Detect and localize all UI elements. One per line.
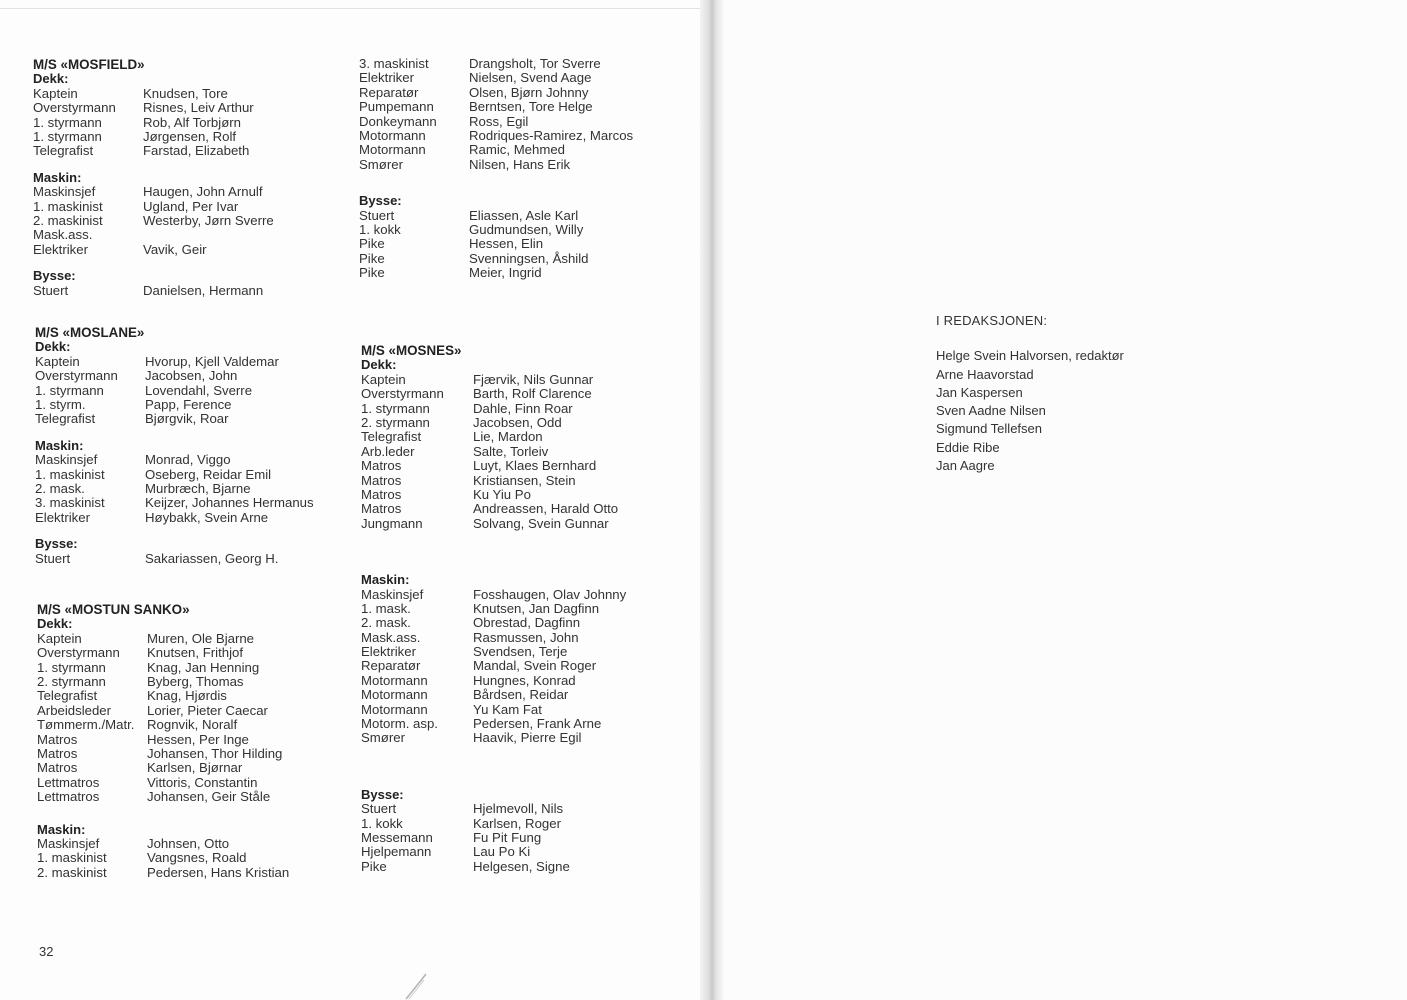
ship-title: M/S «MOSLANE» [35,325,145,340]
crew-row [359,115,633,129]
crew-row [35,355,314,369]
editorial-member: Eddie Ribe [936,439,1000,455]
crew-row [361,517,626,531]
crew-row [37,761,289,775]
crew-row [37,747,289,761]
ship-mosfield [33,58,274,298]
crew-role: 1. styrmann [35,382,104,398]
crew-row [37,790,289,804]
crew-row [361,645,626,659]
crew-name: Vittoris, Constantin [147,774,258,790]
crew-role: Maskinsjef [37,835,100,851]
crew-role: Overstyrmann [361,386,444,402]
crew-role: Elektriker [359,70,414,86]
crew-name: Berntsen, Tore Helge [469,99,593,115]
crew-name: Muren, Ole Bjarne [147,630,255,646]
crew-row [37,632,289,646]
crew-row [37,837,289,851]
ship-title: M/S «MOSNES» [361,343,462,358]
crew-name: Farstad, Elizabeth [143,143,250,159]
crew-role: Lettmatros [37,774,100,790]
crew-role: Donkeymann [359,113,437,129]
crew-name: Barth, Rolf Clarence [473,386,592,402]
crew-row [35,511,314,525]
editorial-member: Jan Aagre [936,458,995,474]
crew-role: Overstyrmann [35,368,118,384]
crew-name: Hungnes, Konrad [473,672,576,688]
crew-role: 1. maskinist [33,198,103,214]
crew-name: Drangsholt, Tor Sverre [469,56,601,71]
editorial-staff-title: I REDAKSJONEN: [936,313,1048,328]
crew-row [37,718,289,732]
crew-role: Motorm. asp. [361,716,438,732]
crew-name: Ugland, Per Ivar [143,198,239,214]
section-label: Maskin: [361,572,410,588]
crew-row [359,71,633,85]
crew-row [33,87,274,101]
section-label: Maskin: [37,821,86,837]
crew-name: Rob, Alf Torbjørn [143,114,241,130]
crew-row [35,482,314,496]
crew-name: Lorier, Pieter Caecar [147,702,268,718]
crew-row [33,214,274,228]
crew-role: 1. styrmann [361,400,430,416]
crew-name: Bårdsen, Reidar [473,687,569,703]
crew-role: 2. maskinist [33,212,103,228]
crew-role: Reparatør [359,84,419,100]
crew-row [359,143,633,157]
crew-row [361,845,626,859]
crew-role: Telegrafist [35,411,96,427]
section-label: Bysse: [361,786,404,802]
crew-row [361,373,626,387]
crew-name: Nilsen, Hans Erik [469,156,571,172]
section-label: Dekk: [35,339,71,355]
crew-name: Dahle, Finn Roar [473,400,573,416]
crew-role: Matros [361,458,402,474]
crew-name: Johansen, Thor Hilding [147,745,283,761]
crew-role: 2. mask. [361,615,411,631]
crew-row [359,209,633,223]
crew-row [37,851,289,865]
crew-row [361,802,626,816]
crew-row [35,369,314,383]
crew-name: Rognvik, Noralf [147,717,238,733]
crew-row [35,468,314,482]
crew-name: Rodriques-Ramirez, Marcos [469,127,634,143]
crew-name: Risnes, Leiv Arthur [143,100,254,116]
crew-role: Maskinsjef [33,184,96,200]
crew-role: Motormann [359,127,426,143]
crew-role: Mask.ass. [33,227,93,243]
crew-name: Eliassen, Asle Karl [469,207,579,223]
crew-role: 1. styrm. [35,396,86,412]
crew-row [35,496,314,510]
crew-name: Knag, Jan Henning [147,659,260,675]
crew-role: Overstyrmann [37,645,120,661]
crew-role: 1. styrmann [33,114,102,130]
crew-name: Vangsnes, Roald [147,850,247,866]
crew-row [361,502,626,516]
crew-role: Pike [359,265,385,281]
crew-row [35,552,314,566]
crew-role: Kaptein [37,630,82,646]
ship-title: M/S «MOSFIELD» [33,57,145,72]
crew-name: Jørgensen, Rolf [143,128,237,144]
crew-row [33,200,274,214]
editorial-member: Helge Svein Halvorsen, redaktør [936,348,1124,364]
crew-row [361,659,626,673]
crew-name: Fu Pit Fung [473,830,542,845]
crew-name: Oseberg, Reidar Emil [145,466,272,482]
crew-role: 1. styrmann [37,659,106,675]
crew-name: Pedersen, Hans Kristian [147,864,290,880]
crew-role: Stuert [35,550,71,566]
crew-role: Matros [361,486,402,502]
crew-name: Knutsen, Frithjof [147,645,244,661]
crew-name: Hessen, Elin [469,236,544,252]
crew-row [33,116,274,130]
crew-row [361,387,626,401]
crew-name: Hessen, Per Inge [147,731,249,747]
crew-name: Knutsen, Jan Dagfinn [473,600,600,616]
ship-moslane [35,326,314,566]
crew-name: Haugen, John Arnulf [143,184,263,200]
crew-row [33,228,274,242]
crew-role: Telegrafist [33,143,94,159]
crew-role: Pike [359,250,385,266]
editorial-member: Arne Haavorstad [936,366,1034,382]
crew-name: Karlsen, Bjørnar [147,760,243,776]
crew-role: 2. styrmann [361,414,430,430]
crew-row [361,616,626,630]
book-gutter [700,0,724,1000]
crew-row [35,453,314,467]
crew-role: 1. kokk [361,815,403,831]
section-label: Dekk: [33,71,69,87]
crew-name: Helgesen, Signe [473,858,570,874]
section-label: Dekk: [361,357,397,373]
crew-name: Knudsen, Tore [143,85,228,101]
crew-row [359,266,633,280]
crew-role: Pike [361,858,387,874]
crew-name: Yu Kam Fat [473,701,542,717]
crew-name: Knag, Hjørdis [147,688,227,704]
crew-name: Obrestad, Dagfinn [473,615,581,631]
crew-name: Svendsen, Terje [473,644,568,660]
crew-role: Matros [361,472,402,488]
crew-role: Pike [359,236,385,252]
crew-role: 1. styrmann [33,128,102,144]
crew-role: Kaptein [361,371,406,387]
crew-row [361,817,626,831]
crew-name: Nielsen, Svend Aage [469,70,592,86]
crew-row [33,101,274,115]
crew-role: Elektriker [361,644,416,660]
crew-name: Karlsen, Roger [473,815,561,831]
crew-role: 1. maskinist [37,850,107,866]
crew-row [37,675,289,689]
crew-row [35,412,314,426]
crew-name: Murbræch, Bjarne [145,480,251,496]
crew-role: Motormann [361,672,428,688]
crew-name: Jacobsen, John [145,368,238,384]
crew-role: Telegrafist [361,429,422,445]
crew-role: Messemann [361,830,433,845]
crew-row [361,717,626,731]
crew-name: Haavik, Pierre Egil [473,730,582,746]
crew-name: Lau Po Ki [473,844,531,860]
crew-role: Smører [361,730,405,746]
crew-row [361,831,626,845]
crew-name: Salte, Torleiv [473,443,549,459]
crew-name: Solvang, Svein Gunnar [473,515,609,531]
crew-row [359,86,633,100]
crew-name: Olsen, Bjørn Johnny [469,84,589,100]
crew-name: Bjørgvik, Roar [145,411,229,427]
crew-name: Lovendahl, Sverre [145,382,253,398]
crew-row [361,488,626,502]
crew-name: Danielsen, Hermann [143,282,264,298]
section-label: Maskin: [35,437,84,453]
crew-name: Høybakk, Svein Arne [145,509,269,525]
crew-role: Stuert [33,282,69,298]
crew-row [359,129,633,143]
crew-row [361,459,626,473]
crew-row [359,57,633,71]
crew-role: Hjelpemann [361,844,432,860]
editorial-member: Sven Aadne Nilsen [936,403,1046,419]
crew-role: Stuert [361,801,397,817]
crew-row [33,130,274,144]
crew-row [37,689,289,703]
crew-name: Ramic, Mehmed [469,142,566,158]
crew-row [37,733,289,747]
page-number: 32 [39,944,54,959]
crew-name: Westerby, Jørn Sverre [143,212,274,228]
crew-name: Keijzer, Johannes Hermanus [145,495,314,511]
crew-name: Ross, Egil [469,113,529,129]
crew-role: Pumpemann [359,99,434,115]
crew-role: Matros [361,501,402,517]
crew-row [359,237,633,251]
crew-row [37,866,289,880]
crew-row [37,661,289,675]
editorial-member: Sigmund Tellefsen [936,421,1042,437]
section-label: Bysse: [35,536,78,552]
crew-row [361,860,626,874]
crew-name: Hvorup, Kjell Valdemar [145,353,279,369]
crew-role: 2. maskinist [37,864,107,880]
section-label: Dekk: [37,616,73,632]
page-edge-line [0,8,700,9]
crew-name: Vavik, Geir [143,241,207,257]
crew-row [359,252,633,266]
crew-role: Smører [359,156,403,172]
crew-role: Matros [37,731,78,747]
crew-row [359,100,633,114]
crew-role: 3. maskinist [35,495,105,511]
crew-role: Motormann [361,701,428,717]
section-label: Bysse: [33,268,76,284]
crew-name: Papp, Ference [145,396,232,412]
pen-stroke-mark [404,972,434,1000]
crew-name: Johnsen, Otto [147,835,230,851]
ship-title: M/S «MOSTUN SANKO» [37,602,190,617]
crew-role: Elektriker [33,241,88,257]
crew-row [37,776,289,790]
crew-role: Maskinsjef [35,452,98,468]
crew-role: Overstyrmann [33,100,116,116]
crew-name: Pedersen, Frank Arne [473,716,602,732]
crew-name: Kristiansen, Stein [473,472,576,488]
crew-row [33,243,274,257]
crew-name: Andreassen, Harald Otto [473,501,619,517]
crew-role: Tømmerm./Matr. [37,717,135,733]
crew-row [361,588,626,602]
crew-role: Arb.leder [361,443,415,459]
section-label: Maskin: [33,169,82,185]
crew-role: 1. kokk [359,221,401,237]
crew-name: Rasmussen, John [473,629,579,645]
crew-row [37,704,289,718]
crew-name: Luyt, Klaes Bernhard [473,458,597,474]
crew-name: Ku Yiu Po [473,486,531,502]
crew-name: Sakariassen, Georg H. [145,550,279,566]
crew-name: Fosshaugen, Olav Johnny [473,586,627,602]
crew-name: Byberg, Thomas [147,673,244,689]
crew-role: Lettmatros [37,789,100,805]
crew-role: Kaptein [35,353,80,369]
ship-mostun-sanko [37,603,289,880]
crew-role: 2. styrmann [37,673,106,689]
crew-role: Reparatør [361,658,421,674]
crew-row [361,674,626,688]
crew-role: Mask.ass. [361,629,421,645]
crew-row [35,398,314,412]
crew-role: 1. maskinist [35,466,105,482]
crew-row [361,445,626,459]
crew-row [361,402,626,416]
crew-name: Mandal, Svein Roger [473,658,597,674]
crew-role: Kaptein [33,85,78,101]
crew-name: Monrad, Viggo [145,452,231,468]
crew-row [361,602,626,616]
crew-row [361,416,626,430]
crew-role: Stuert [359,207,395,223]
crew-name: Hjelmevoll, Nils [473,801,564,817]
crew-row [33,144,274,158]
crew-row [359,158,633,172]
crew-role: Jungmann [361,515,423,531]
editorial-staff [936,312,1124,475]
crew-row [361,631,626,645]
crew-row [361,731,626,745]
crew-role: Arbeidsleder [37,702,112,718]
crew-role: 3. maskinist [359,56,429,71]
crew-row [33,284,274,298]
crew-row [361,688,626,702]
crew-role: Maskinsjef [361,586,424,602]
crew-name: Johansen, Geir Ståle [147,789,271,805]
crew-name: Svenningsen, Åshild [469,250,589,266]
crew-name: Meier, Ingrid [469,265,542,281]
ship-mosnes [361,344,626,874]
crew-row [361,703,626,717]
crew-role: Motormann [359,142,426,158]
crew-role: Elektriker [35,509,90,525]
crew-row [359,223,633,237]
crew-role: Telegrafist [37,688,98,704]
crew-role: Matros [37,760,78,776]
crew-row [361,474,626,488]
ship-continued-list [359,57,633,280]
crew-row [35,384,314,398]
section-label: Bysse: [359,193,402,209]
crew-role: 1. mask. [361,600,411,616]
crew-role: 2. mask. [35,480,85,496]
crew-name: Gudmundsen, Willy [469,221,584,237]
crew-row [33,185,274,199]
crew-name: Jacobsen, Odd [473,414,562,430]
crew-row [37,646,289,660]
crew-row [361,430,626,444]
right-page [706,0,1407,1000]
crew-role: Motormann [361,687,428,703]
crew-name: Lie, Mardon [473,429,543,445]
editorial-member: Jan Kaspersen [936,384,1023,400]
crew-role: Matros [37,745,78,761]
crew-name: Fjærvik, Nils Gunnar [473,371,594,387]
